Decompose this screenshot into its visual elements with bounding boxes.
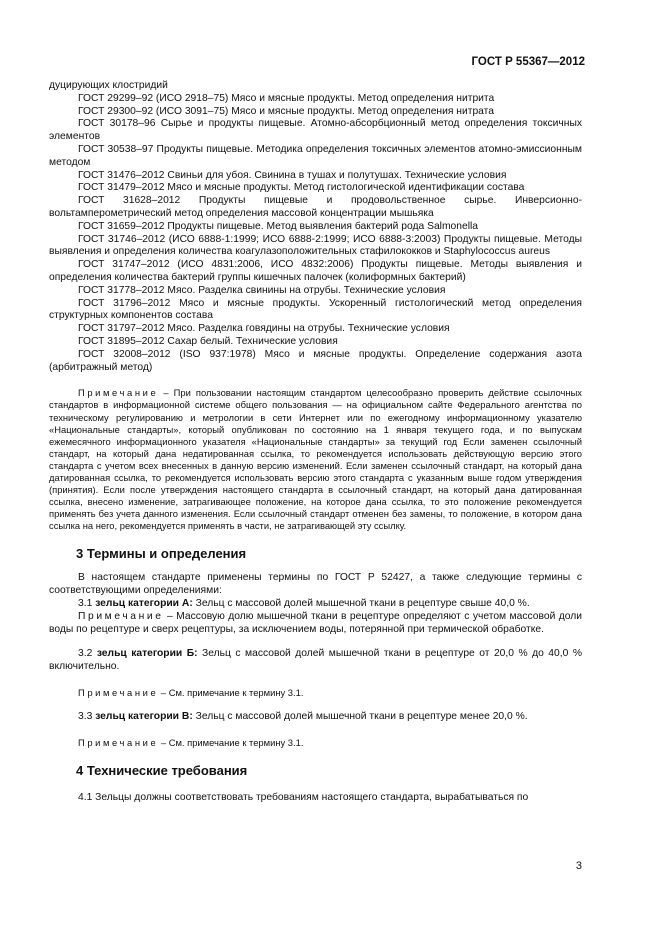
ref-line: ГОСТ 30538–97 Продукты пищевые. Методика определения токсичных элементов атомно-эмиссионным методом — [49, 143, 582, 168]
term-3-3 — [49, 711, 582, 724]
section-4-title: 4 Технические требования — [76, 763, 248, 779]
ref-line: ГОСТ 31895–2012 Сахар белый. Технические условия — [78, 335, 338, 347]
ref-line: ГОСТ 31479–2012 Мясо и мясные продукты. Метод гистологической идентификации состава — [78, 182, 525, 194]
ref-line: дуцирующих клостридий — [49, 80, 168, 91]
ref-line: ГОСТ 31628–2012 Продукты пищевые и продовольственное сырье. Инверсионно-вольтамперометрический метод определения массовой концентрации мышьяка — [49, 195, 582, 219]
term-name: зельц категории В: — [95, 711, 193, 723]
ref-line: ГОСТ 29299–92 (ИСО 2918–75) Мясо и мясные продукты. Метод определения нитрита — [78, 92, 495, 104]
term-definition: Зельц с массовой долей мышечной ткани в рецептуре свыше 40,0 %. — [195, 598, 530, 610]
document-header: ГОСТ Р 55367—2012 — [471, 56, 585, 68]
term-definition: Зельц с массовой долей мышечной ткани в рецептуре от 20,0 % до 40,0 % включительно. — [49, 648, 582, 673]
term-3-3-note — [49, 737, 582, 749]
ref-line: ГОСТ 29300–92 (ИСО 3091–75) Мясо и мясные продукты. Метод определения нитрата — [78, 105, 495, 117]
note-text: – При пользовании настоящим стандартом целесообразно проверить действие ссылочных стандартов в информационной системе общего пользования — на официальном сайте Федерального агентства по техническому регулированию и метрологии в сети Интернет или по ежегодному информационному указателю «Национальные стандарты», который опубликован по состоянию на 1 января текущего года, и по выпускам ежемесячного информационного указателя «Национальные стандарты» за текущий год Если заменен ссылочный стандарт, на который дана недатированная ссылка, то рекомендуется использовать действующую версию этого стандарта с учетом всех внесенных в данную версию изменений. Если заменен ссылочный стандарт, на который дана датированная ссылка, то рекомендуется использовать версию этого стандарта с указанным выше годом утверждения (принятия). Если после утверждения настоящего стандарта в ссылочный стандарт, на который дана датированная ссылка, внесено изменение, затрагивающее положение, на которое дана ссылка, то это положение рекомендуется применять без учета данного изменения. Если ссылочный стандарт отменен без замены, то положение, в котором дана ссылка на него, рекомендуется применять в части, не затрагивающей эту ссылку. — [49, 387, 582, 532]
ref-line: ГОСТ 31659–2012 Продукты пищевые. Метод выявления бактерий рода Salmonella — [78, 220, 479, 232]
term-3-1 — [49, 598, 582, 611]
term-3-2 — [49, 648, 582, 674]
references-note — [49, 387, 582, 532]
note-text: – Массовую долю мышечной ткани в рецептуре определяют с учетом массовой доли воды по рецептуре и сверх рецептуры, за исключением воды, потерянной при термической обработке. — [49, 610, 582, 635]
term-3-1-note — [49, 611, 582, 637]
term-name: зельц категории А: — [95, 598, 193, 610]
ref-line: ГОСТ 31476–2012 Свиньи для убоя. Свинина в тушах и полутушах. Технические условия — [78, 169, 507, 181]
ref-line: ГОСТ 31747–2012 (ИСО 4831:2006, ИСО 4832:2006) Продукты пищевые. Методы выявления и определения количества бактерий группы кишечных палочек (колиформных бактерий) — [49, 259, 582, 283]
ref-line: ГОСТ 31778–2012 Мясо. Разделка свинины на отрубы. Технические условия — [78, 284, 446, 296]
note-label: Примечание — [78, 387, 159, 399]
term-name: зельц категории Б: — [96, 648, 198, 660]
ref-line: ГОСТ 32008–2012 (ISO 937:1978) Мясо и мясные продукты. Определение содержания азота (арбитражный метод) — [49, 348, 582, 373]
term-definition: Зельц с массовой долей мышечной ткани в рецептуре менее 20,0 %. — [195, 711, 528, 723]
note-text: – См. примечание к термину 3.1. — [160, 736, 304, 748]
term-number: 3.3 — [78, 711, 93, 723]
ref-line: ГОСТ 31797–2012 Мясо. Разделка говядины на отрубы. Технические условия — [78, 323, 450, 335]
note-label: Примечание — [78, 687, 159, 699]
section-3-intro: В настоящем стандарте применены термины по ГОСТ Р 52427, а также следующие термины с соответствующими определениями: — [49, 572, 582, 597]
page-number: 3 — [575, 860, 582, 872]
term-number: 3.2 — [78, 648, 93, 660]
page-content — [49, 80, 582, 805]
ref-line: ГОСТ 30178–96 Сырье и продукты пищевые. Атомно-абсорбционный метод определения токсичных элементов — [49, 118, 582, 143]
section-3-title: 3 Термины и определения — [76, 546, 247, 562]
term-number: 3.1 — [78, 598, 93, 610]
ref-line: ГОСТ 31796–2012 Мясо и мясные продукты. Ускоренный гистологический метод определения структурных компонентов состава — [49, 297, 582, 322]
term-3-2-note — [49, 687, 582, 699]
section-4-paragraph: 4.1 Зельцы должны соответствовать требованиям настоящего стандарта, вырабатываться по — [78, 792, 529, 804]
ref-line: ГОСТ 31746–2012 (ИСО 6888-1:1999; ИСО 6888-2:1999; ИСО 6888-3:2003) Продукты пищевые. Методы выявления и определения количества коагулазоположительных стафилококков и Staphylococcus aureus — [49, 233, 582, 258]
note-label: Примечание — [78, 736, 159, 748]
note-text: – См. примечание к термину 3.1. — [160, 687, 304, 699]
note-label: Примечание — [78, 610, 164, 622]
